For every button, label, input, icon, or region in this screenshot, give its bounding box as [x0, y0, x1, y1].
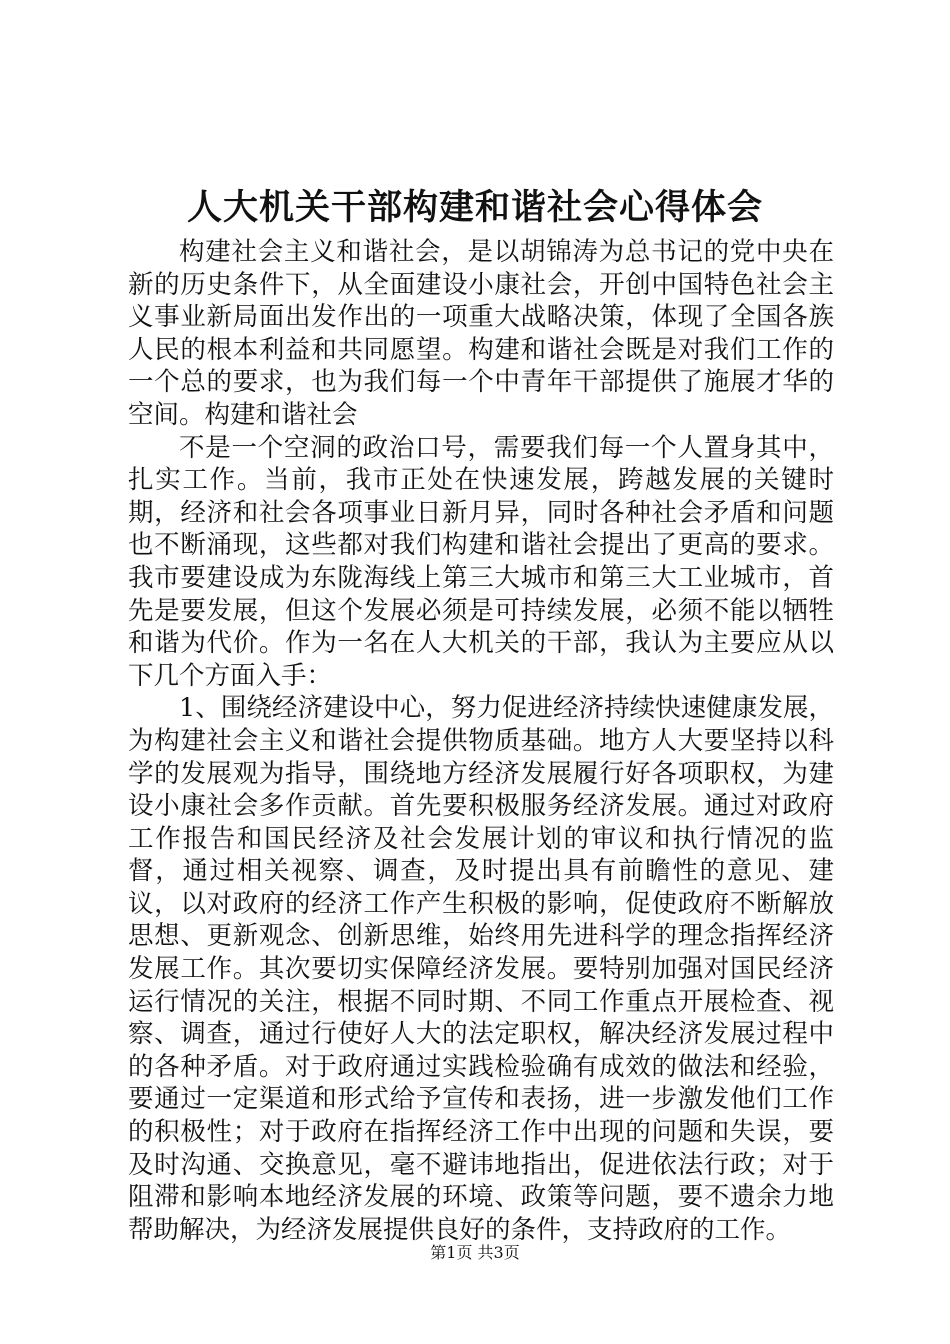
document-title: 人大机关干部构建和谐社会心得体会	[186, 187, 763, 228]
page-footer	[0, 1242, 950, 1264]
page-number-indicator: 第1页 共3页	[430, 1243, 520, 1262]
document-body	[128, 236, 834, 1246]
body-paragraph: 构建社会主义和谐社会，是以胡锦涛为总书记的党中央在新的历史条件下，从全面建设小康社会，开创中国特色社会主义事业新局面出发作出的一项重大战略决策，体现了全国各族人民的根本利益和共同愿望。构建和谐社会既是对我们工作的一个总的要求，也为我们每一个中青年干部提供了施展才华的空间。构建和谐社会	[128, 237, 834, 430]
body-paragraph: 1、围绕经济建设中心，努力促进经济持续快速健康发展，为构建社会主义和谐社会提供物质基础。地方人大要坚持以科学的发展观为指导，围绕地方经济发展履行好各项职权，为建设小康社会多作贡献。首先要积极服务经济发展。通过对政府工作报告和国民经济及社会发展计划的审议和执行情况的监督，通过相关视察、调查，及时提出具有前瞻性的意见、建议，以对政府的经济工作产生积极的影响，促使政府不断解放思想、更新观念、创新思维，始终用先进科学的理念指挥经济发展工作。其次要切实保障经济发展。要特别加强对国民经济运行情况的关注，根据不同时期、不同工作重点开展检查、视察、调查，通过行使好人大的法定职权，解决经济发展过程中的各种矛盾。对于政府通过实践检验确有成效的做法和经验，要通过一定渠道和形式给予宣传和表扬，进一步激发他们工作的积极性；对于政府在指挥经济工作中出现的问题和失误，要及时沟通、交换意见，毫不避讳地指出，促进依法行政；对于阻滞和影响本地经济发展的环境、政策等问题，要不遗余力地帮助解决，为经济发展提供良好的条件，支持政府的工作。	[128, 693, 834, 1245]
body-paragraph: 不是一个空洞的政治口号，需要我们每一个人置身其中，扎实工作。当前，我市正处在快速发展，跨越发展的关键时期，经济和社会各项事业日新月异，同时各种社会矛盾和问题也不断涌现，这些都对我们构建和谐社会提出了更高的要求。我市要建设成为东陇海线上第三大城市和第三大工业城市，首先是要发展，但这个发展必须是可持续发展，必须不能以牺牲和谐为代价。作为一名在人大机关的干部，我认为主要应从以下几个方面入手：	[128, 432, 834, 691]
